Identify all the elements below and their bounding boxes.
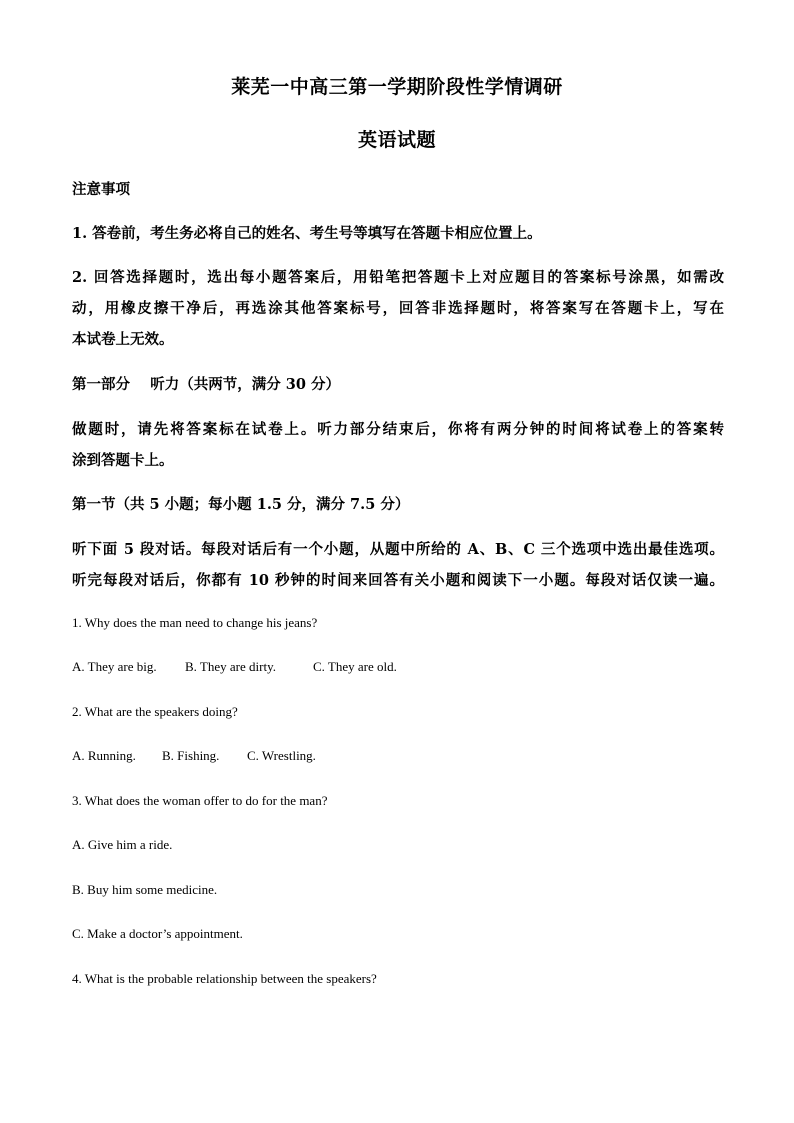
notes-item-2-line-2: 动，用橡皮擦干净后，再选涂其他答案标号，回答非选择题时，将答案写在答题卡上，写在: [72, 300, 724, 317]
question-1-options: [72, 659, 724, 675]
exam-title: 莱芜一中高三第一学期阶段性学情调研: [231, 76, 563, 98]
part1-instruction-line-1: 做题时，请先将答案标在试卷上。听力部分结束后，你将有两分钟的时间将试卷上的答案转: [72, 421, 724, 438]
notes-item-1: 1. 答卷前，考生务必将自己的姓名、考生号等填写在答题卡相应位置上。: [72, 225, 542, 242]
section1-heading: 第一节（共 5 小题；每小题 1.5 分，满分 7.5 分）: [72, 496, 410, 513]
question-3-option-a: A. Give him a ride.: [72, 837, 173, 852]
question-2-option-b: B. Fishing.: [162, 748, 220, 763]
question-3-option-b: B. Buy him some medicine.: [72, 882, 218, 897]
question-1-option-c: C. They are old.: [313, 659, 397, 674]
question-1-stem: 1. Why does the man need to change his jeans?: [72, 615, 318, 630]
section1-instruction-line-1: 听下面 5 段对话。每段对话后有一个小题，从题中所给的 A、B、C 三个选项中选出最佳选项。: [72, 541, 724, 558]
exam-subtitle: 英语试题: [357, 129, 436, 151]
notes-heading: 注意事项: [72, 181, 130, 198]
question-3-stem: 3. What does the woman offer to do for the man?: [72, 793, 328, 808]
question-1-option-a: A. They are big.: [72, 659, 157, 674]
part1-heading: 第一部分 听力（共两节，满分 30 分）: [72, 376, 340, 393]
notes-item-2-line-1: 2. 回答选择题时，选出每小题答案后，用铅笔把答题卡上对应题目的答案标号涂黑，如需改: [72, 269, 724, 286]
question-2-option-c: C. Wrestling.: [247, 748, 316, 763]
question-2-stem: 2. What are the speakers doing?: [72, 704, 238, 719]
question-2-options: [72, 748, 724, 764]
question-4-stem: 4. What is the probable relationship between the speakers?: [72, 971, 377, 986]
notes-item-2-line-3: 本试卷上无效。: [72, 331, 174, 348]
question-2-option-a: A. Running.: [72, 748, 136, 763]
section1-instruction-line-2: 听完每段对话后，你都有 10 秒钟的时间来回答有关小题和阅读下一小题。每段对话仅读一遍。: [72, 572, 724, 589]
part1-instruction-line-2: 涂到答题卡上。: [72, 452, 174, 469]
question-3-option-c: C. Make a doctor’s appointment.: [72, 926, 243, 941]
question-1-option-b: B. They are dirty.: [185, 659, 276, 674]
